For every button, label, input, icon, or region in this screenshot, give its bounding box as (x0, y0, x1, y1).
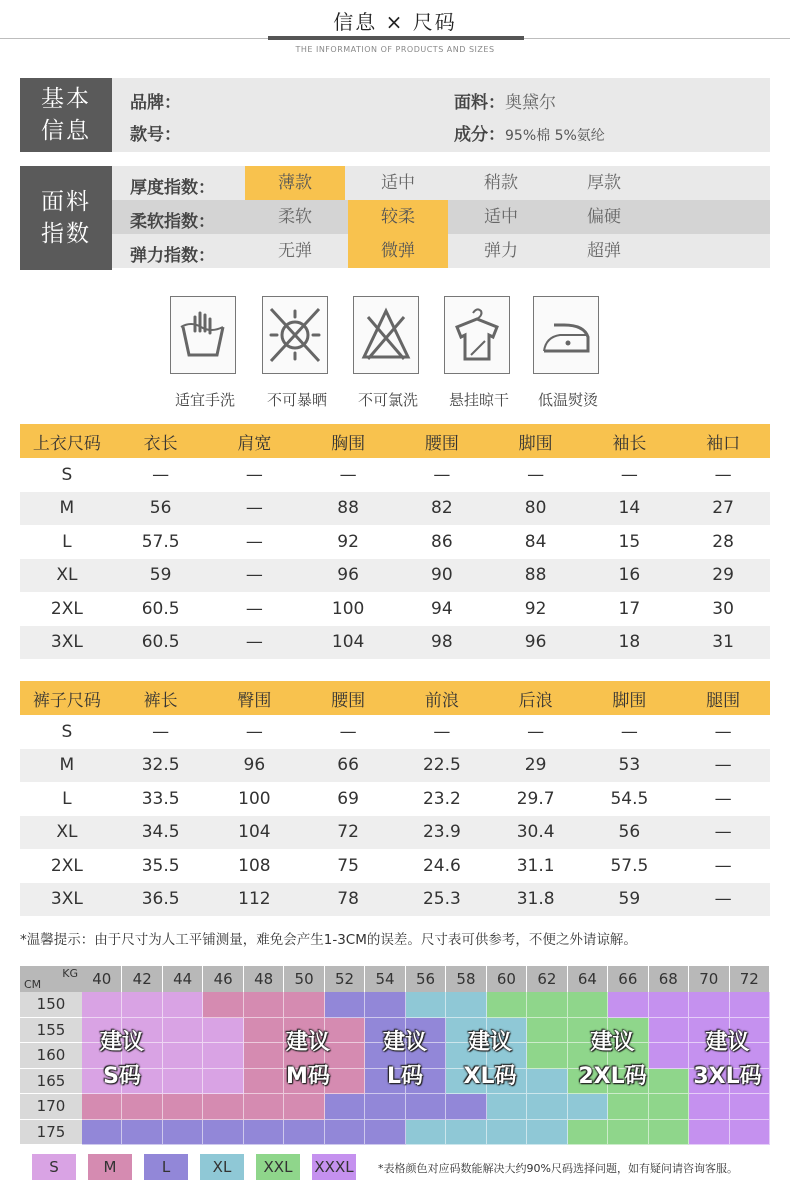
cm-label: CM (24, 978, 42, 991)
recommendation-line1: 建议 (99, 1030, 144, 1055)
table-cell: XL (20, 816, 114, 850)
fabric-index-row (112, 166, 770, 200)
page-header (0, 0, 790, 62)
weight-column-header: 48 (244, 966, 284, 992)
size-recommendation-label (680, 1026, 775, 1094)
table-cell: 88 (301, 492, 395, 526)
care-label: 不可氯洗 (357, 391, 418, 409)
height-row-header: 160 (20, 1043, 82, 1069)
table-row (20, 559, 770, 593)
table-cell: — (676, 782, 770, 816)
grid-cell-xxl (487, 992, 527, 1018)
fabric-option-selected: 薄款 (245, 166, 345, 200)
grid-cell-m (203, 992, 243, 1018)
grid-cell-xxl (527, 992, 567, 1018)
weight-column-header: 70 (689, 966, 729, 992)
weight-column-header: 42 (122, 966, 162, 992)
grid-cell-s (163, 1043, 203, 1069)
table-cell: — (301, 715, 395, 749)
table-cell: — (676, 458, 770, 492)
legend-item-m: M (88, 1154, 132, 1180)
weight-column-header: 66 (608, 966, 648, 992)
table-cell: 56 (114, 492, 208, 526)
height-row-header: 165 (20, 1069, 82, 1095)
fabric-option: 适中 (381, 173, 415, 193)
table-cell: 54.5 (583, 782, 677, 816)
grid-cell-xl (527, 1120, 567, 1146)
basic-info-label-line1: 基本 (41, 86, 91, 112)
grid-cell-xxxl (730, 1094, 770, 1120)
table-row (20, 626, 770, 660)
weight-column-header: 52 (325, 966, 365, 992)
grid-cell-xxl (649, 1094, 689, 1120)
table-cell: — (208, 715, 302, 749)
measurement-tip: *温馨提示：由于尺寸为人工平铺测量，难免会产生1-3CM的误差。尺寸表可供参考，不便之外请谅解。 (20, 932, 637, 948)
grid-cell-xxl (568, 992, 608, 1018)
table-cell: 33.5 (114, 782, 208, 816)
basic-info-label-line2: 信息 (41, 118, 91, 144)
grid-cell-xl (406, 992, 446, 1018)
grid-cell-xxl (568, 1120, 608, 1146)
table-cell: 18 (583, 626, 677, 660)
grid-cell-l (365, 992, 405, 1018)
page-title: 信息 × 尺码 (333, 10, 457, 34)
table-cell: 82 (395, 492, 489, 526)
table-cell: 72 (301, 816, 395, 850)
weight-column-header: 64 (568, 966, 608, 992)
grid-cell-m (122, 1094, 162, 1120)
table-cell: 92 (301, 525, 395, 559)
table-cell: 84 (489, 525, 583, 559)
height-row-header: 155 (20, 1018, 82, 1044)
grid-cell-l (203, 1120, 243, 1146)
table-cell: 27 (676, 492, 770, 526)
table-cell: 96 (208, 749, 302, 783)
table-cell: L (20, 525, 114, 559)
weight-column-header: 60 (487, 966, 527, 992)
recommendation-line2: XL码 (463, 1064, 517, 1089)
table-cell: — (208, 525, 302, 559)
table-cell: — (208, 626, 302, 660)
grid-cell-s (163, 992, 203, 1018)
table-header-cell: 裤长 (114, 681, 208, 715)
fabric-option: 弹力 (484, 241, 518, 261)
fabric-option: 适中 (484, 207, 518, 227)
legend-item-s: S (32, 1154, 76, 1180)
grid-cell-xxl (608, 1120, 648, 1146)
table-header-cell: 衣长 (114, 424, 208, 458)
table-cell: 31.8 (489, 883, 583, 917)
table-cell: 94 (395, 592, 489, 626)
table-cell: — (114, 458, 208, 492)
fabric-option: 超弹 (587, 241, 621, 261)
table-header-cell: 臀围 (208, 681, 302, 715)
kg-label: KG (62, 967, 78, 980)
table-cell: — (676, 749, 770, 783)
fabric-option: 无弹 (278, 241, 312, 261)
table-row (20, 715, 770, 749)
grid-cell-l (325, 1094, 365, 1120)
table-cell: S (20, 458, 114, 492)
table-header-cell: 胸围 (301, 424, 395, 458)
table-cell: M (20, 749, 114, 783)
fabric-option: 稍款 (484, 173, 518, 193)
table-cell: XL (20, 559, 114, 593)
size-recommendation-label (440, 1026, 540, 1094)
weight-column-header: 62 (527, 966, 567, 992)
table-cell: 14 (583, 492, 677, 526)
legend-item-xl: XL (200, 1154, 244, 1180)
table-header-cell: 袖口 (676, 424, 770, 458)
grid-cell-m (203, 1094, 243, 1120)
table-cell: — (676, 849, 770, 883)
hand-wash-icon (170, 296, 236, 374)
height-row-header: 175 (20, 1120, 82, 1146)
legend-item-l: L (144, 1154, 188, 1180)
size-recommendation-label (560, 1026, 665, 1094)
table-cell: — (208, 458, 302, 492)
table-cell: 112 (208, 883, 302, 917)
top-size-table (20, 424, 770, 659)
table-cell: 3XL (20, 883, 114, 917)
fabric-index-key: 弹力指数： (130, 246, 215, 266)
weight-column-header: 50 (284, 966, 324, 992)
fabric-option-selected: 微弹 (348, 234, 448, 268)
table-cell: 108 (208, 849, 302, 883)
table-header-cell: 上衣尺码 (20, 424, 114, 458)
table-cell: 59 (583, 883, 677, 917)
table-cell: — (114, 715, 208, 749)
grid-cell-xl (487, 1120, 527, 1146)
weight-column-header: 56 (406, 966, 446, 992)
basic-info-panel (20, 78, 770, 152)
weight-column-header: 40 (82, 966, 122, 992)
table-cell: 53 (583, 749, 677, 783)
no-bleach-icon (353, 296, 419, 374)
table-cell: 57.5 (114, 525, 208, 559)
table-cell: 30 (676, 592, 770, 626)
grid-cell-l (163, 1120, 203, 1146)
table-cell: 69 (301, 782, 395, 816)
style-number-field (130, 120, 181, 145)
grid-cell-xxl (649, 1120, 689, 1146)
table-cell: 3XL (20, 626, 114, 660)
table-cell: 17 (583, 592, 677, 626)
table-cell: 92 (489, 592, 583, 626)
composition-field (454, 120, 605, 145)
care-instructions (0, 295, 790, 415)
weight-column-header: 46 (203, 966, 243, 992)
grid-cell-s (122, 992, 162, 1018)
recommendation-line1: 建议 (285, 1030, 330, 1055)
table-cell: — (208, 592, 302, 626)
table-cell: 80 (489, 492, 583, 526)
table-cell: L (20, 782, 114, 816)
table-cell: — (676, 816, 770, 850)
weight-column-header: 72 (730, 966, 770, 992)
care-label: 低温熨烫 (537, 391, 598, 409)
fabric-index-panel (20, 166, 770, 270)
table-row (20, 525, 770, 559)
grid-cell-l (406, 1094, 446, 1120)
table-cell: 96 (301, 559, 395, 593)
grid-cell-m (284, 1094, 324, 1120)
table-header-cell: 袖长 (583, 424, 677, 458)
care-label: 悬挂晾干 (448, 391, 509, 409)
size-color-legend (32, 1154, 772, 1180)
table-cell: S (20, 715, 114, 749)
legend-note: *表格颜色对应码数能解决大约90%尺码选择问题，如有疑问请咨询客服。 (378, 1162, 738, 1175)
table-header-cell: 肩宽 (208, 424, 302, 458)
table-row (20, 592, 770, 626)
grid-cell-xxxl (608, 992, 648, 1018)
recommendation-line1: 建议 (705, 1030, 750, 1055)
table-row (20, 883, 770, 917)
height-row-header: 150 (20, 992, 82, 1018)
table-cell: 104 (301, 626, 395, 660)
table-row (20, 458, 770, 492)
table-cell: M (20, 492, 114, 526)
table-cell: — (301, 458, 395, 492)
table-cell: 59 (114, 559, 208, 593)
table-cell: — (489, 458, 583, 492)
grid-cell-xl (446, 992, 486, 1018)
table-cell: — (208, 492, 302, 526)
table-cell: 88 (489, 559, 583, 593)
recommendation-line1: 建议 (590, 1030, 635, 1055)
fabric-index-label (20, 166, 112, 270)
legend-item-xxxl: XXXL (312, 1154, 356, 1180)
grid-cell-xxxl (689, 992, 729, 1018)
table-header-cell: 后浪 (489, 681, 583, 715)
table-cell: 36.5 (114, 883, 208, 917)
table-header-cell: 前浪 (395, 681, 489, 715)
size-recommendation-grid (20, 966, 770, 1146)
grid-corner (20, 966, 82, 992)
table-cell: — (676, 715, 770, 749)
table-header-cell: 脚围 (489, 424, 583, 458)
grid-cell-s (163, 1018, 203, 1044)
fabric-option: 柔软 (278, 207, 312, 227)
recommendation-line2: S码 (103, 1064, 141, 1089)
care-label: 适宜手洗 (174, 391, 235, 409)
basic-info-label (20, 78, 112, 152)
hang-dry-icon (444, 296, 510, 374)
table-cell: 75 (301, 849, 395, 883)
table-cell: 96 (489, 626, 583, 660)
table-cell: 16 (583, 559, 677, 593)
grid-cell-xxxl (730, 1120, 770, 1146)
brand-key: 品牌： (130, 93, 181, 113)
grid-cell-m (284, 992, 324, 1018)
table-row (20, 782, 770, 816)
table-cell: — (489, 715, 583, 749)
weight-column-header: 44 (163, 966, 203, 992)
table-cell: — (676, 883, 770, 917)
fabric-index-key: 厚度指数： (130, 178, 215, 198)
table-cell: 35.5 (114, 849, 208, 883)
table-cell: — (583, 458, 677, 492)
grid-cell-l (365, 1120, 405, 1146)
style-number-key: 款号： (130, 125, 181, 145)
low-iron-icon (533, 296, 599, 374)
grid-cell-m (163, 1094, 203, 1120)
table-cell: 60.5 (114, 626, 208, 660)
grid-cell-xl (527, 1094, 567, 1120)
fabric-value: 奥黛尔 (505, 93, 556, 113)
grid-cell-xl (446, 1120, 486, 1146)
table-row (20, 492, 770, 526)
grid-cell-xl (568, 1094, 608, 1120)
fabric-index-row (112, 234, 770, 268)
table-cell: 104 (208, 816, 302, 850)
table-cell: 34.5 (114, 816, 208, 850)
size-recommendation-label (82, 1026, 162, 1094)
table-row (20, 816, 770, 850)
weight-column-header: 68 (649, 966, 689, 992)
table-cell: 30.4 (489, 816, 583, 850)
fabric-field (454, 88, 556, 113)
recommendation-line1: 建议 (382, 1030, 427, 1055)
header-accent-bar (268, 36, 524, 40)
fabric-index-label-line2: 指数 (41, 221, 91, 247)
pants-size-table (20, 681, 770, 916)
table-cell: 100 (301, 592, 395, 626)
grid-cell-s (163, 1069, 203, 1095)
care-label: 不可暴晒 (266, 391, 327, 409)
weight-column-header: 54 (365, 966, 405, 992)
recommendation-line2: 2XL码 (578, 1064, 647, 1089)
table-cell: 2XL (20, 849, 114, 883)
composition-key: 成分： (454, 125, 505, 145)
table-cell: 86 (395, 525, 489, 559)
grid-cell-l (284, 1120, 324, 1146)
table-cell: — (583, 715, 677, 749)
recommendation-line2: M码 (286, 1064, 330, 1089)
grid-cell-l (365, 1094, 405, 1120)
grid-cell-xl (487, 1094, 527, 1120)
fabric-option: 偏硬 (587, 207, 621, 227)
table-cell: 23.9 (395, 816, 489, 850)
table-header-cell: 裤子尺码 (20, 681, 114, 715)
table-header-cell: 腰围 (395, 424, 489, 458)
table-cell: 28 (676, 525, 770, 559)
table-cell: 29.7 (489, 782, 583, 816)
table-cell: 29 (489, 749, 583, 783)
table-cell: 100 (208, 782, 302, 816)
table-cell: 60.5 (114, 592, 208, 626)
grid-cell-s (82, 992, 122, 1018)
table-cell: 66 (301, 749, 395, 783)
table-cell: 2XL (20, 592, 114, 626)
size-recommendation-label (360, 1026, 450, 1094)
table-cell: — (395, 458, 489, 492)
table-cell: 32.5 (114, 749, 208, 783)
grid-cell-l (325, 992, 365, 1018)
table-cell: — (208, 559, 302, 593)
table-cell: 31 (676, 626, 770, 660)
grid-cell-l (446, 1094, 486, 1120)
grid-cell-xxxl (689, 1120, 729, 1146)
table-cell: 78 (301, 883, 395, 917)
weight-column-header: 58 (446, 966, 486, 992)
grid-cell-xl (406, 1120, 446, 1146)
table-row (20, 749, 770, 783)
grid-cell-l (82, 1120, 122, 1146)
fabric-index-label-line1: 面料 (41, 189, 91, 215)
table-cell: 56 (583, 816, 677, 850)
grid-cell-m (244, 1094, 284, 1120)
page-subtitle: THE INFORMATION OF PRODUCTS AND SIZES (295, 45, 495, 54)
grid-cell-l (244, 1120, 284, 1146)
no-sun-dry-icon (262, 296, 328, 374)
table-cell: 22.5 (395, 749, 489, 783)
grid-cell-xxxl (649, 992, 689, 1018)
recommendation-line2: 3XL码 (693, 1064, 762, 1089)
height-row-header: 170 (20, 1094, 82, 1120)
table-header-cell: 腿围 (676, 681, 770, 715)
grid-cell-xxxl (730, 992, 770, 1018)
table-cell: 24.6 (395, 849, 489, 883)
grid-cell-xxxl (689, 1094, 729, 1120)
grid-cell-l (122, 1120, 162, 1146)
table-cell: 29 (676, 559, 770, 593)
recommendation-line2: L码 (386, 1064, 424, 1089)
fabric-index-key: 柔软指数： (130, 212, 215, 232)
fabric-option: 厚款 (587, 173, 621, 193)
table-cell: 57.5 (583, 849, 677, 883)
table-header-cell: 脚围 (583, 681, 677, 715)
table-cell: 25.3 (395, 883, 489, 917)
table-row (20, 849, 770, 883)
fabric-index-row (112, 200, 770, 234)
table-header-cell: 腰围 (301, 681, 395, 715)
table-cell: 90 (395, 559, 489, 593)
table-cell: 15 (583, 525, 677, 559)
grid-cell-l (325, 1120, 365, 1146)
table-cell: 31.1 (489, 849, 583, 883)
grid-cell-m (82, 1094, 122, 1120)
table-cell: 23.2 (395, 782, 489, 816)
fabric-option-selected: 较柔 (348, 200, 448, 234)
fabric-key: 面料： (454, 93, 505, 113)
brand-field (130, 88, 181, 113)
grid-cell-m (244, 992, 284, 1018)
table-cell: 98 (395, 626, 489, 660)
legend-item-xxl: XXL (256, 1154, 300, 1180)
recommendation-line1: 建议 (467, 1030, 512, 1055)
composition-value: 95%棉 5%氨纶 (505, 128, 605, 144)
table-cell: — (395, 715, 489, 749)
grid-cell-xxl (608, 1094, 648, 1120)
